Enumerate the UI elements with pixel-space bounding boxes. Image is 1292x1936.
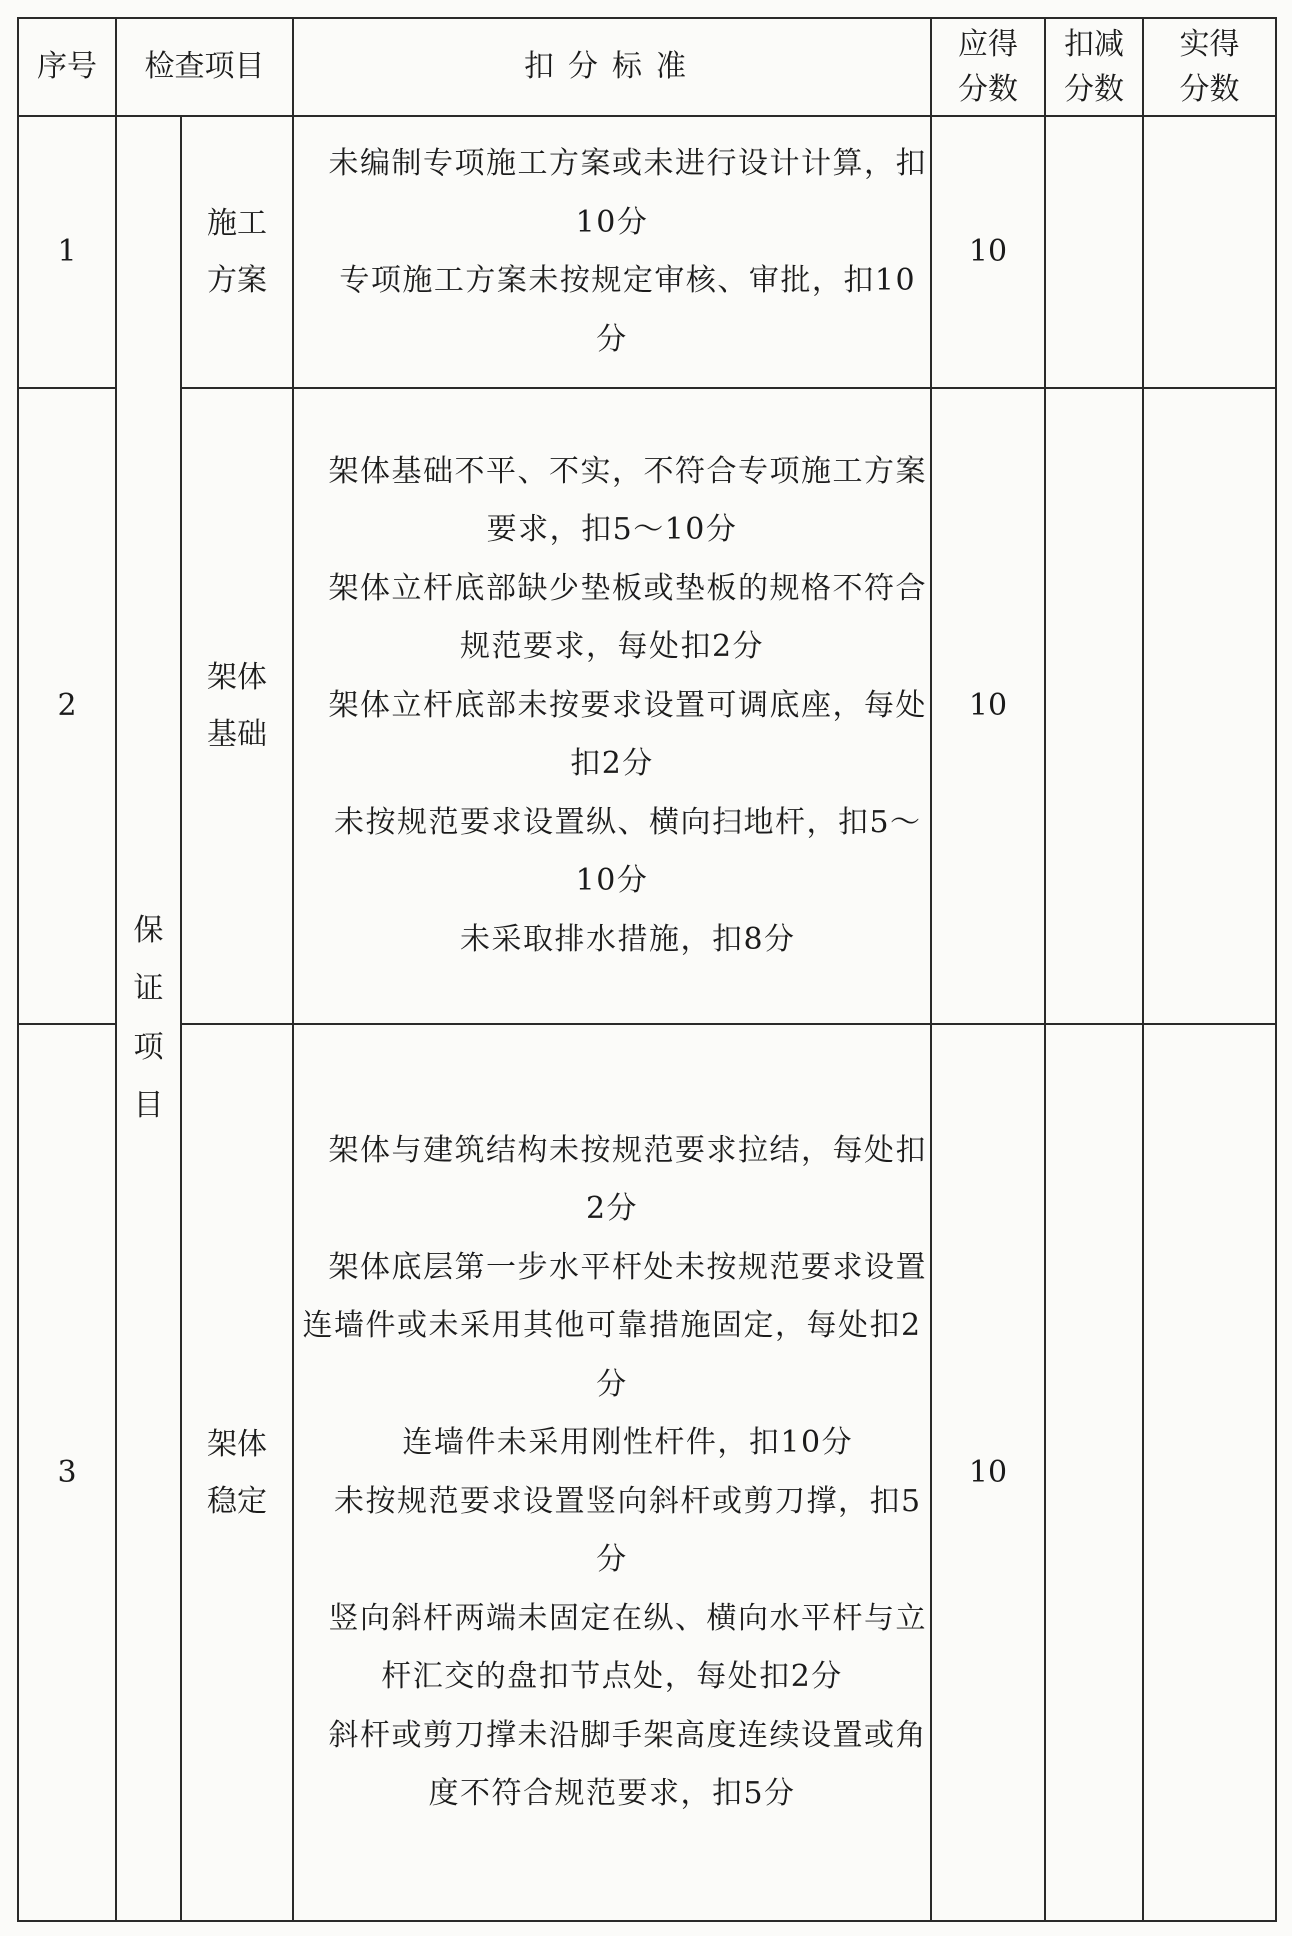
row-item (181, 388, 293, 1024)
table-header-row (18, 18, 1276, 116)
row-item (181, 1024, 293, 1921)
row-criteria (293, 388, 931, 1024)
row-seq: 1 (18, 116, 116, 388)
table-row (18, 116, 1276, 388)
row-full-score: 10 (931, 116, 1045, 388)
row-criteria (293, 116, 931, 388)
row-actual-score (1143, 116, 1276, 388)
row-seq: 2 (18, 388, 116, 1024)
header-full-score-line2: 分数 (958, 72, 1018, 107)
row-item-label: 架体基础 (207, 660, 267, 752)
row-deduct-score (1045, 1024, 1143, 1921)
criteria-line: 架体基础不平、不实，不符合专项施工方案要求，扣5～10分 (328, 453, 927, 548)
row-actual-score (1143, 1024, 1276, 1921)
header-actual-line1: 实得 (1179, 27, 1240, 62)
header-actual-line2: 分数 (1179, 72, 1240, 107)
row-item-label: 架体稳定 (207, 1426, 267, 1519)
row-seq: 3 (18, 1024, 116, 1921)
criteria-line: 专项施工方案未按规定审核、审批，扣10分 (339, 263, 917, 357)
criteria-line: 未采取排水措施，扣8分 (459, 921, 796, 957)
header-deduct-line1: 扣减 (1064, 27, 1124, 62)
criteria-line: 竖向斜杆两端未固定在纵、横向水平杆与立杆汇交的盘扣节点处，每处扣2分 (328, 1600, 927, 1694)
criteria-line: 斜杆或剪刀撑未沿脚手架高度连续设置或角度不符合规范要求，扣5分 (328, 1717, 927, 1811)
criteria-line: 架体与建筑结构未按规范要求拉结，每处扣2分 (328, 1132, 927, 1226)
criteria-line: 架体立杆底部缺少垫板或垫板的规格不符合规范要求，每处扣2分 (328, 570, 927, 665)
header-actual (1143, 18, 1276, 116)
header-check-item: 检查项目 (116, 18, 293, 116)
header-seq: 序号 (18, 18, 116, 116)
criteria-line: 未按规范要求设置竖向斜杆或剪刀撑，扣5分 (333, 1483, 922, 1577)
header-criteria-label: 扣分标准 (524, 49, 700, 85)
inspection-table (17, 17, 1277, 1922)
header-full-score (931, 18, 1045, 116)
row-deduct-score (1045, 116, 1143, 388)
row-item (181, 116, 293, 388)
row-full-score: 10 (931, 388, 1045, 1024)
category-cell (116, 116, 181, 1921)
criteria-line: 未按规范要求设置纵、横向扫地杆，扣5～10分 (333, 804, 922, 899)
row-actual-score (1143, 388, 1276, 1024)
row-item-label: 施工方案 (207, 206, 267, 298)
criteria-line: 架体立杆底部未按要求设置可调底座，每处扣2分 (328, 687, 927, 782)
row-deduct-score (1045, 388, 1143, 1024)
criteria-line: 架体底层第一步水平杆处未按规范要求设置连墙件或未采用其他可靠措施固定，每处扣2分 (302, 1249, 927, 1402)
row-full-score: 10 (931, 1024, 1045, 1921)
category-label: 保证项目 (133, 912, 164, 1123)
criteria-line: 连墙件未采用刚性杆件，扣10分 (402, 1425, 854, 1460)
header-full-score-line1: 应得 (958, 27, 1018, 62)
header-deduct-line2: 分数 (1064, 72, 1124, 107)
header-criteria (293, 18, 931, 116)
table-row (18, 1024, 1276, 1921)
row-criteria (293, 1024, 931, 1921)
table-row (18, 388, 1276, 1024)
criteria-line: 未编制专项施工方案或未进行设计计算，扣10分 (328, 146, 927, 240)
header-deduct (1045, 18, 1143, 116)
